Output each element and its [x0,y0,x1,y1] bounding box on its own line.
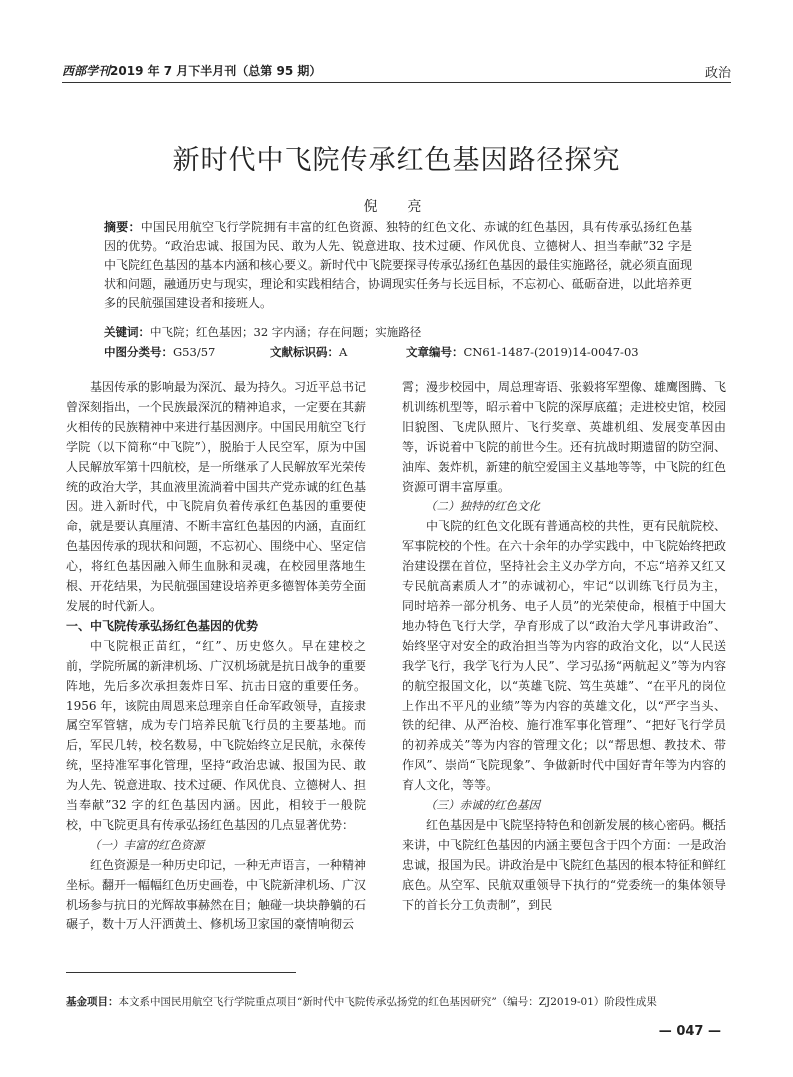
journal-name: 西部学刊 [62,64,111,78]
article-title: 新时代中飞院传承红色基因路径探究 [172,145,621,176]
abstract-text: 中国民用航空飞行学院拥有丰富的红色资源、独特的红色文化、赤诚的红色基因，具有传承弘扬红色基因的优势。“政治忠诚、报国为民、敢为人先、锐意进取、技术过硬、作风优良、立德树人、担当奉献”32 字是中飞院红色基因的基本内涵和核心要义。新时代中飞院要探寻传承弘扬红色基因的最佳实施路径，就必须直面现状和问题，融通历史与现实，理论和实践相结合，协调现实任务与长远目标，不忘初心、砥砺奋进，以此培养更多的民航强国建设者和接班人。 [104,220,693,310]
funding-text: 本文系中国民用航空飞行学院重点项目“新时代中飞院传承弘扬党的红色基因研究”（编号：ZJ2019-01）阶段性成果 [118,996,657,1008]
subsection-heading: （一）丰富的红色资源 [89,837,204,852]
article-number-label: 文章编号： [406,345,464,359]
clc-label: 中图分类号： [104,345,173,359]
article-number-value: CN61-1487-(2019)14-0047-03 [463,345,639,359]
doc-code-label: 文献标识码： [270,345,339,359]
paragraph: 红色资源是一种历史印记，一种无声语言，一种精神坐标。翻开一幅幅红色历史画卷，中飞院新津机场、广汉机场参与抗日的光辉故事赫然在目；触碰一块块静躺的石碾子，数十万人汗洒黄土、修机场卫家国的豪情响彻云 [66,857,367,932]
doc-code-value: A [339,345,348,359]
page-number: — 047 — [658,1024,721,1039]
right-column [402,378,726,915]
keywords [104,324,421,340]
left-column [66,378,366,935]
subsection-heading: （二）独特的红色文化 [425,499,540,514]
article-number-field [406,344,639,360]
paragraph: 霄；漫步校园中，周总理寄语、张毅将军塑像、雄鹰图腾、飞机训练机型等，昭示着中飞院的深厚底蕴；走进校史馆，校园旧貌图、飞虎队照片、飞行奖章、英雄机组、发展变革因由等，诉说着中飞院的前世今生。还有抗战时期遗留的防空洞、油库、轰炸机，新建的航空爱国主义基地等等，中飞院的红色资源可谓丰富厚重。 [402,380,727,494]
journal-info [62,62,321,79]
issue-info: 2019 年 7 月下半月刊（总第 95 期） [110,64,322,78]
section-heading: 一、中飞院传承弘扬红色基因的优势 [66,618,259,633]
abstract [104,218,692,313]
paragraph: 中飞院根正苗红，“红”、历史悠久。早在建校之前，学院所属的新津机场、广汉机场就是抗日战争的重要阵地，先后多次承担轰炸日军、抗击日寇的重要任务。1956 年，该院由周恩来总理亲自任命军政领导，直接隶属空军管辖，成为专门培养民航飞行员的主要基地。而后，军民几转，校名数易，中飞院始终立足民航，永葆传统，坚持准军事化管理，坚持“政治忠诚、报国为民、敢为人先、锐意进取、技术过硬、作风优良、立德树人、担当奉献”32 字的红色基因内涵。因此，相较于一般院校，中飞院更具有传承弘扬红色基因的几点显著优势： [66,638,367,832]
paragraph: 红色基因是中飞院坚持特色和创新发展的核心密码。概括来讲，中飞院红色基因的内涵主要包含于四个方面：一是政治忠诚，报国为民。讲政治是中飞院红色基因的根本特征和鲜红底色。从空军、民航双重领导下执行的“党委统一的集体领导下的首长分工负责制”，到民 [402,817,727,912]
funding-label: 基金项目： [66,996,119,1008]
running-header [62,58,731,83]
section-label: 政治 [704,66,731,81]
funding-note [66,994,657,1009]
keywords-text: 中飞院；红色基因；32 字内涵；存在问题；实施路径 [150,325,422,339]
paragraph: 基因传承的影响最为深沉、最为持久。习近平总书记曾深刻指出，一个民族最深沉的精神追求，一定要在其薪火相传的民族精神中来进行基因测序。中国民用航空飞行学院（以下简称“中飞院”），脱胎于人民空军，原为中国人民解放军第十四航校，是一所继承了人民解放军光荣传统的政治大学，其血液里流淌着中国共产党赤诚的红色基因。进入新时代，中飞院肩负着传承红色基因的重要使命，就是要认真厘清、不断丰富红色基因的内涵，直面红色基因传承的现状和问题，不忘初心、围绕中心、坚定信心，将红色基因融入师生血脉和灵魂，在校园里落地生根、开花结果，为民航强国建设培养更多德智体美劳全面发展的时代新人。 [66,380,367,613]
author-name: 倪 亮 [363,199,430,215]
paragraph: 中飞院的红色文化既有普通高校的共性，更有民航院校、军事院校的个性。在六十余年的办学实践中，中飞院始终把政治建设摆在首位，坚持社会主义办学方向，不忘“培养又红又专民航高素质人才”的赤诚初心，牢记“以训练飞行员为主，同时培养一部分机务、电子人员”的光荣使命，根植于中国大地办特色飞行大学，孕育形成了以“政治大学凡事讲政治”、始终坚守对安全的政治担当等为内容的政治文化，以“人民送我学飞行，我学飞行为人民”、学习弘扬“两航起义”等为内容的航空报国文化，以“英雄飞院、笃生英雄”、“在平凡的岗位上作出不平凡的业绩”等为内容的英雄文化，以“严字当头、铁的纪律、从严治校、施行准军事化管理”、“把好飞行学员的初养成关”等为内容的管理文化；以“帮思想、教技术、带作风”、崇尚“飞院现象”、争做新时代中国好青年等为内容的育人文化，等等。 [402,519,727,793]
keywords-label: 关键词： [104,325,150,339]
doc-code-field [270,344,347,360]
abstract-label: 摘要： [104,220,141,234]
clc-value: G53/57 [173,345,216,359]
clc-field [104,344,215,360]
footnote-divider [66,972,296,973]
subsection-heading: （三）赤诚的红色基因 [425,798,540,813]
